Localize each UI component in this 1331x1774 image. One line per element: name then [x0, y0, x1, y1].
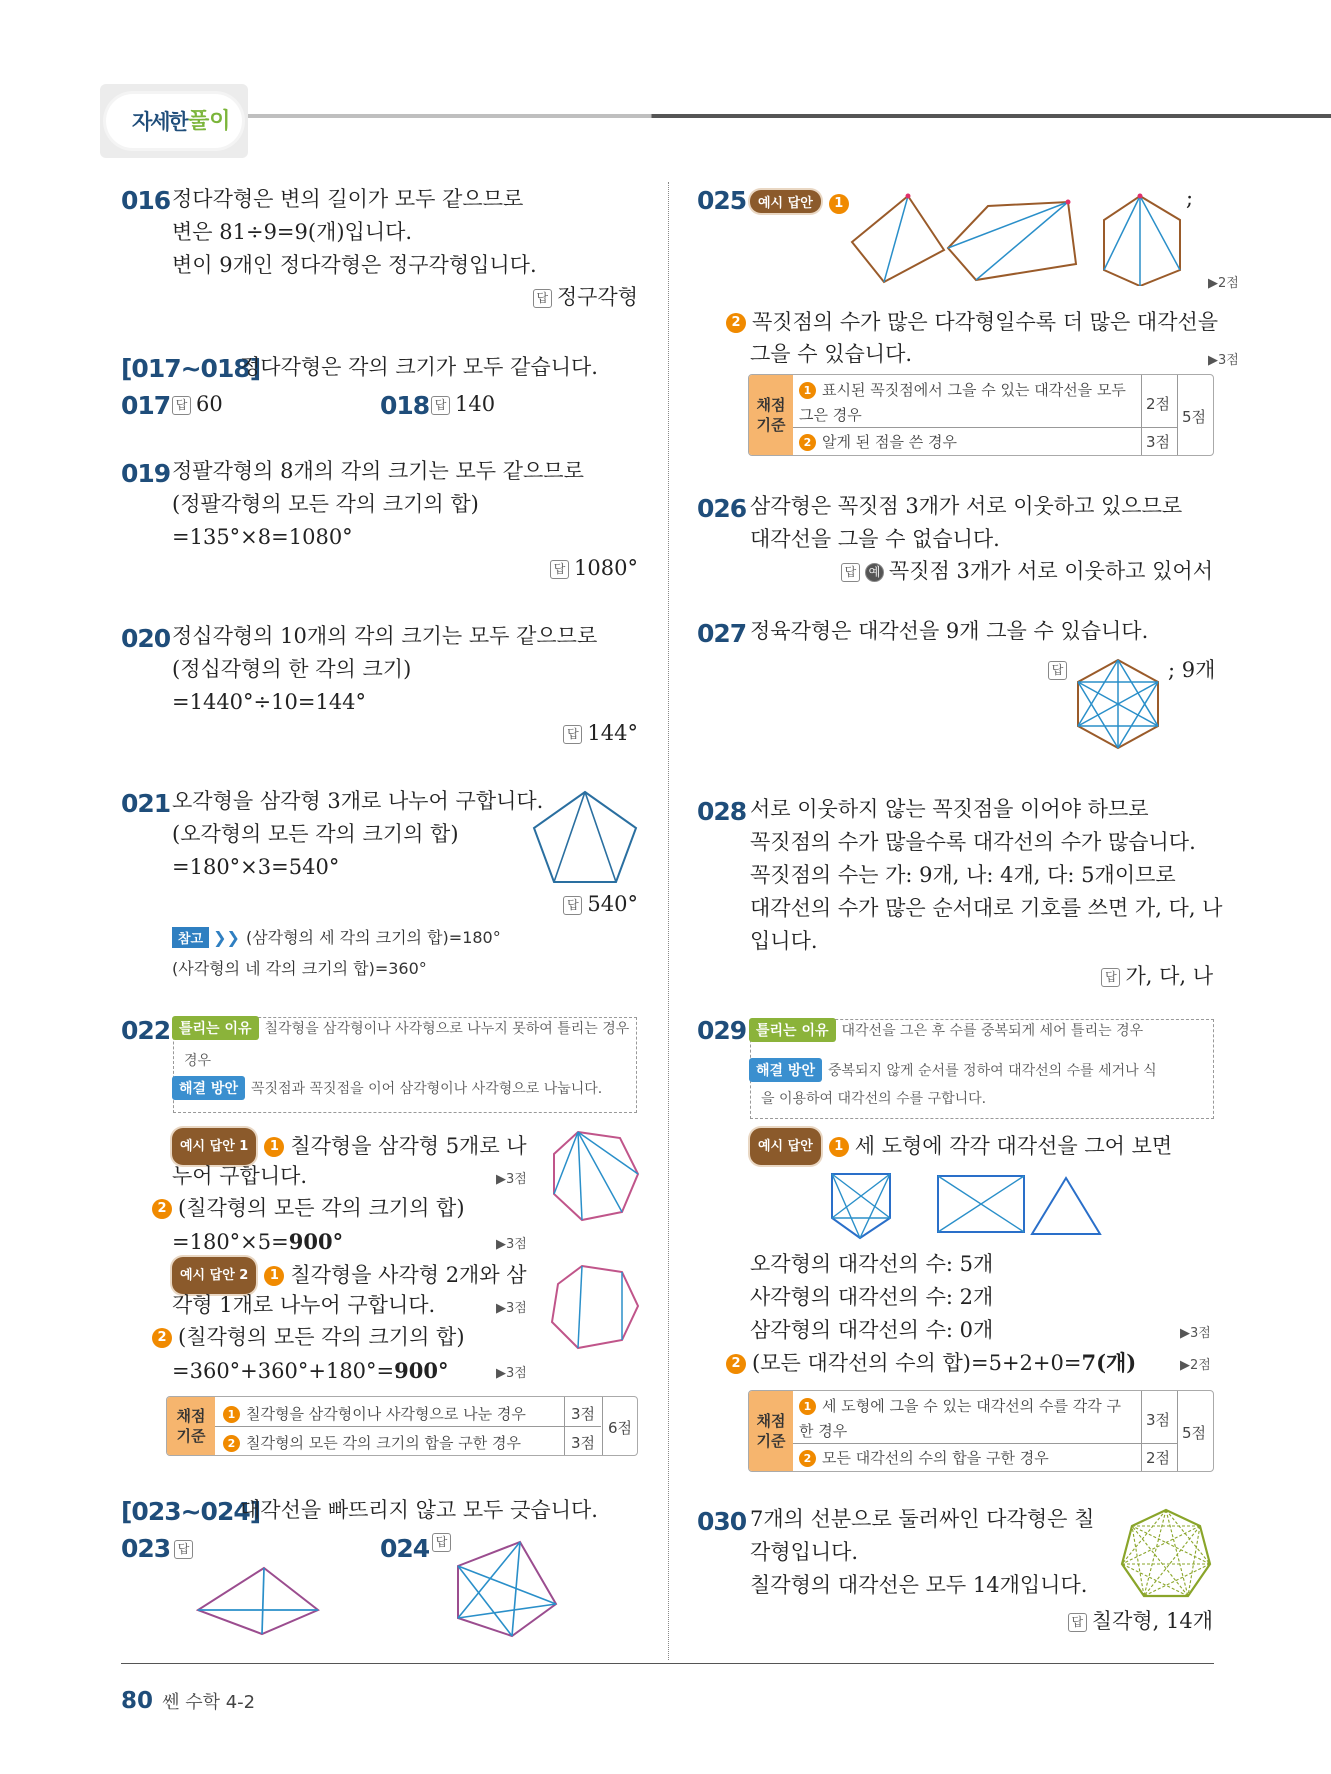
- book-title: 쎈 수학 4-2: [162, 1692, 256, 1713]
- heptagon-all-diagonals-figure: [1118, 1506, 1214, 1602]
- heptagon-triangles-figure: [548, 1128, 640, 1224]
- heptagon-quads-figure: [548, 1262, 640, 1352]
- quadrilateral-diagonals-figure: [196, 1566, 320, 1636]
- error-reason-box: 틀리는 이유 대각선을 그은 후 수를 중복되게 세어 틀리는 경우 해결 방안 중복되지 않게 순서를 정하여 대각선의 수를 세거나 식 을 이용하여 대각선의 수를 구합니다.: [750, 1019, 1214, 1119]
- footer-rule: [121, 1663, 1214, 1664]
- three-polygons-diagonals-figure: [848, 190, 1188, 286]
- column-divider: [668, 182, 669, 1660]
- header-logo: 자세한 풀이: [100, 84, 248, 158]
- scoring-table: 채점 기준 1 표시된 꼭짓점에서 그을 수 있는 대각선을 모두 그은 경우 2 알게 된 점을 쓴 경우 2점 3점 5점: [748, 374, 1214, 456]
- reference-note: 참고 ❯❯ (삼각형의 세 각의 크기의 합)=180°: [172, 925, 501, 948]
- page-number: 80: [121, 1688, 154, 1714]
- footer: [121, 1688, 255, 1714]
- hexagon-all-diagonals-figure: [1070, 656, 1166, 752]
- answer: 답 정구각형: [533, 282, 638, 312]
- pentagon-figure: [530, 788, 640, 886]
- problem-number: 016: [121, 186, 171, 215]
- header-bar: [235, 114, 1331, 118]
- three-shapes-diagonals-figure: [828, 1170, 1136, 1240]
- error-reason-box: 틀리는 이유 칠각형을 삼각형이나 사각형으로 나누지 못하여 틀리는 경우 경우 해결 방안 꼭짓점과 꼭짓점을 이어 삼각형이나 사각형으로 나눕니다.: [173, 1017, 637, 1113]
- scoring-table: 채점 기준 1 칠각형을 삼각형이나 사각형으로 나눈 경우 2 칠각형의 모든 각의 크기의 합을 구한 경우 3점 3점 6점: [166, 1396, 638, 1456]
- scoring-table: 채점 기준 1 세 도형에 그을 수 있는 대각선의 수를 각각 구 한 경우 2 모든 대각선의 수의 합을 구한 경우 3점 2점 5점: [748, 1390, 1214, 1472]
- pentagon-diagonals-figure: [452, 1540, 558, 1638]
